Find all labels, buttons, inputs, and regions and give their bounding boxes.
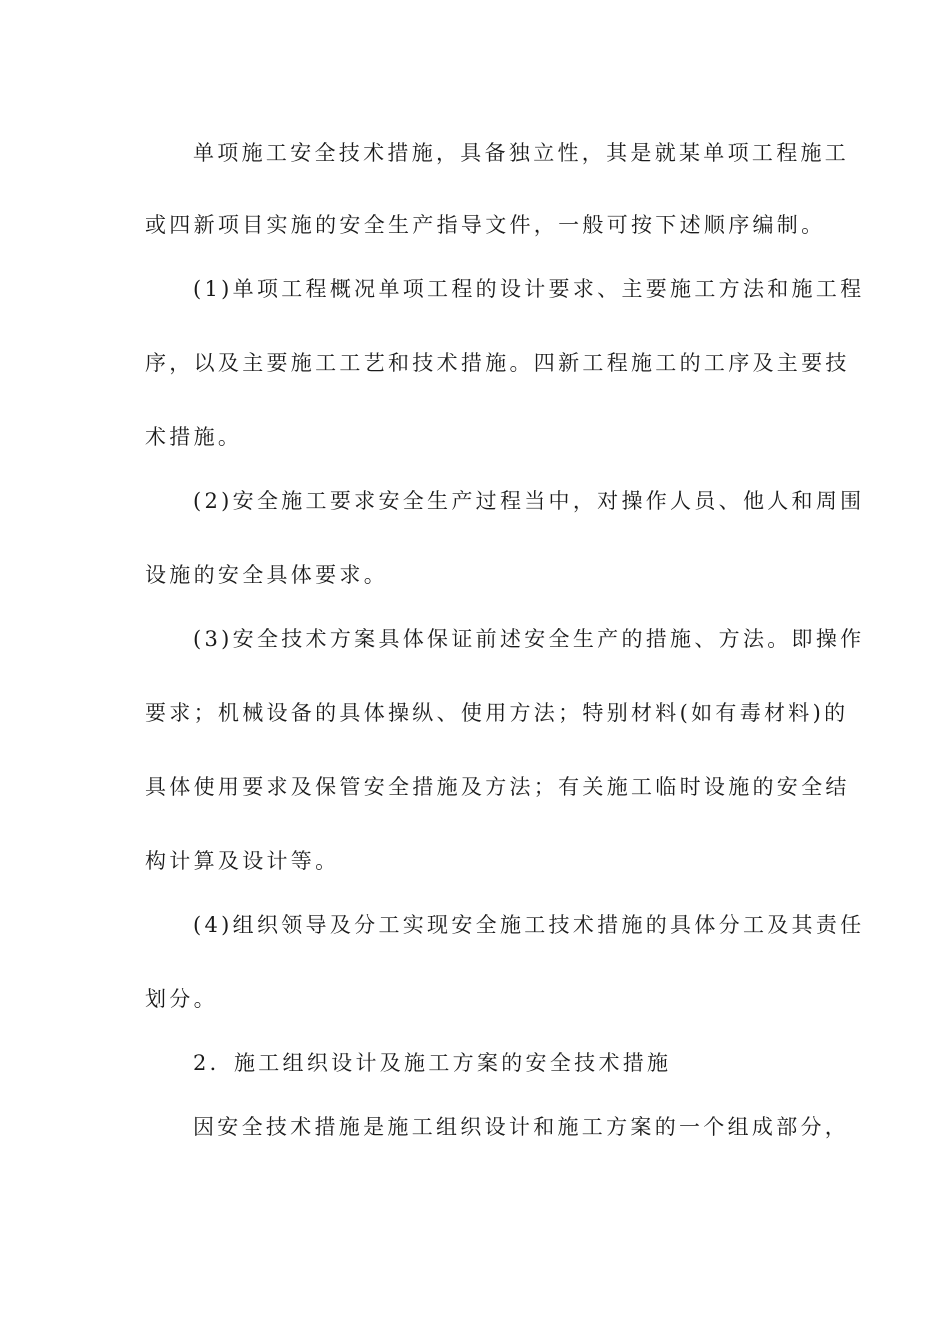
paragraph-line: 术措施。: [145, 425, 243, 449]
paragraph-line: (4)组织领导及分工实现安全施工技术措施的具体分工及其责任: [193, 913, 865, 937]
paragraph-line: 具体使用要求及保管安全措施及方法；有关施工临时设施的安全结: [145, 775, 850, 799]
paragraph-line: (3)安全技术方案具体保证前述安全生产的措施、方法。即操作: [193, 627, 865, 651]
paragraph-line: 单项施工安全技术措施，具备独立性，其是就某单项工程施工: [193, 141, 850, 165]
paragraph-line: (1)单项工程概况单项工程的设计要求、主要施工方法和施工程: [193, 277, 865, 301]
paragraph-line: 划分。: [145, 987, 218, 1011]
paragraph-line: 设施的安全具体要求。: [145, 563, 388, 587]
paragraph-line: 或四新项目实施的安全生产指导文件，一般可按下述顺序编制。: [145, 213, 826, 237]
paragraph-line: 序，以及主要施工工艺和技术措施。四新工程施工的工序及主要技: [145, 351, 850, 375]
paragraph-line: 构计算及设计等。: [145, 849, 340, 873]
paragraph-line: 因安全技术措施是施工组织设计和施工方案的一个组成部分，: [193, 1115, 850, 1139]
section-heading: 2．施工组织设计及施工方案的安全技术措施: [193, 1051, 672, 1075]
paragraph-line: (2)安全施工要求安全生产过程当中，对操作人员、他人和周围: [193, 489, 865, 513]
paragraph-line: 要求；机械设备的具体操纵、使用方法；特别材料(如有毒材料)的: [145, 701, 849, 725]
